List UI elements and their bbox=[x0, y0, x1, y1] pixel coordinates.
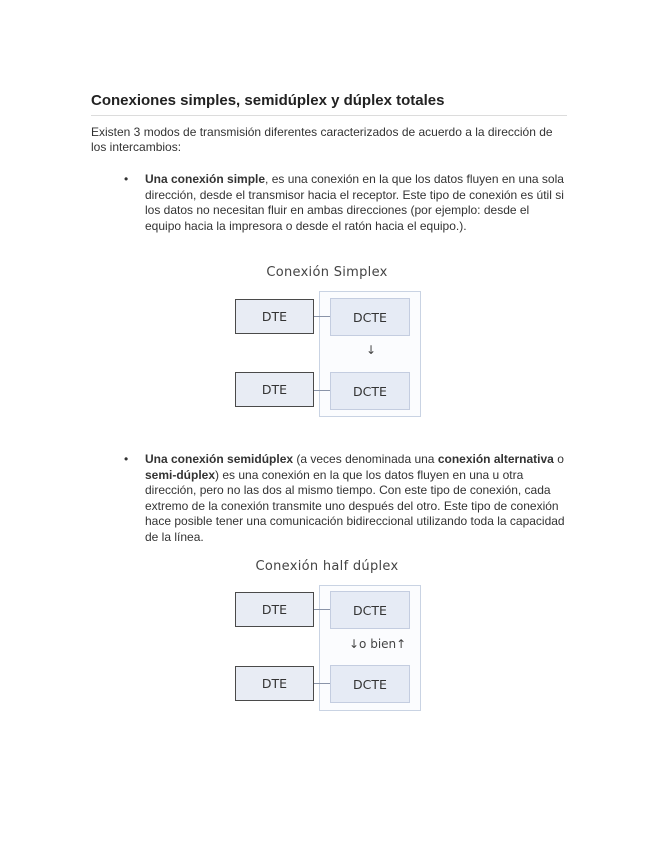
dcte-box-bottom: DCTE bbox=[330, 665, 410, 703]
section-heading: Conexiones simples, semidúplex y dúplex totales bbox=[91, 92, 567, 116]
link-line-top bbox=[314, 316, 330, 317]
dte-box-top: DTE bbox=[235, 299, 314, 334]
diagram-caption: Conexión half dúplex bbox=[255, 559, 399, 574]
bullet-term: Una conexión semidúplex bbox=[145, 452, 294, 466]
link-line-bottom bbox=[314, 683, 330, 684]
bullet-text: ) es una conexión en la que los datos fluyen en una u otra dirección, pero no las dos al mismo tiempo. Con este tipo de conexión, cada extremo de la conexión transmite uno después del otro. Este tipo de conexión hace posible tener una comunicación bidireccional utilizando toda la capacidad de la línea. bbox=[145, 467, 565, 544]
bullet-term: semi-dúplex bbox=[145, 467, 216, 482]
bullet-text: , es una conexión en la que los datos fluyen en una sola dirección, desde el transmisor hacia el receptor. Este tipo de conexión es útil si los datos no necesitan fluir en ambas direcciones (por ejemplo: desde el equipo hacia la impresora o desde el ratón hacia el equipo.). bbox=[145, 172, 564, 233]
bullet-dot: • bbox=[124, 172, 129, 186]
link-line-top bbox=[314, 609, 330, 610]
dte-box-bottom: DTE bbox=[235, 372, 314, 407]
diagram-caption: Conexión Simplex bbox=[266, 265, 388, 280]
simplex-diagram bbox=[232, 263, 422, 418]
dcte-box-top: DCTE bbox=[330, 591, 410, 629]
bullet-dot: • bbox=[124, 452, 129, 466]
intro-paragraph: Existen 3 modos de transmisión diferentes caracterizados de acuerdo a la dirección de los intercambios: bbox=[91, 125, 553, 154]
bullet-half-duplex bbox=[124, 452, 565, 545]
bullet-text: (a veces denominada una bbox=[293, 452, 438, 466]
dcte-box-top: DCTE bbox=[330, 298, 410, 336]
bullet-simplex bbox=[124, 172, 565, 234]
link-line-bottom bbox=[314, 390, 330, 391]
dte-box-bottom: DTE bbox=[235, 666, 314, 701]
bullet-term: Una conexión simple bbox=[145, 172, 266, 186]
bidirectional-arrow-icon: ↓o bien↑ bbox=[349, 637, 407, 651]
bullet-term: conexión alternativa bbox=[437, 452, 554, 466]
half-duplex-diagram bbox=[232, 557, 422, 712]
bullet-text: o bbox=[553, 452, 564, 466]
dcte-box-bottom: DCTE bbox=[330, 372, 410, 410]
down-arrow-icon: ↓ bbox=[366, 343, 377, 357]
dte-box-top: DTE bbox=[235, 592, 314, 627]
